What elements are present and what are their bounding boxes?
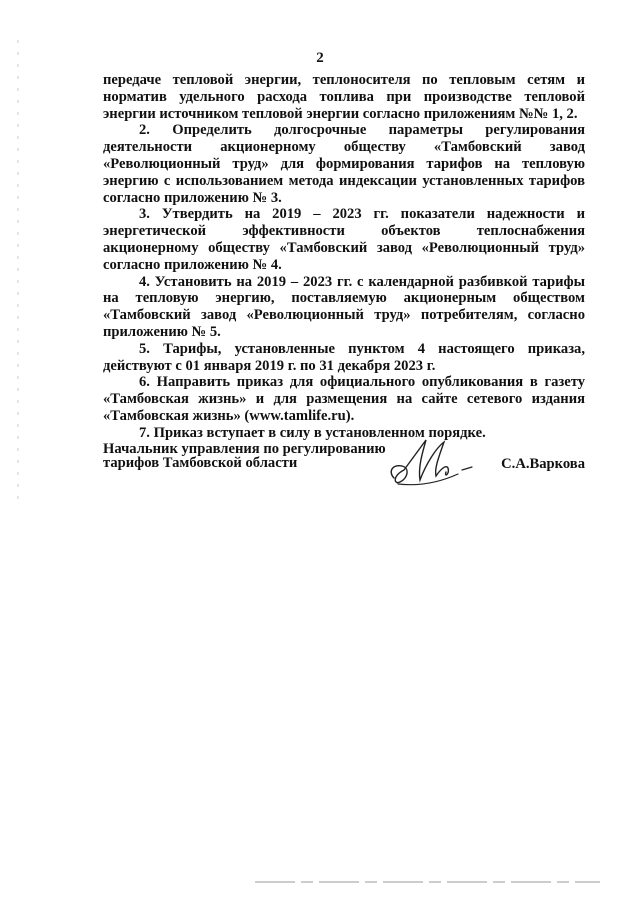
paragraph-1-continuation: передаче тепловой энергии, теплоносителя по тепловым сетям и норматив удельного расхода топлива при производстве тепловой энергии источником тепловой энергии согласно приложениям №№ 1, 2.	[103, 72, 585, 122]
document-body	[103, 72, 585, 442]
page-number: 2	[316, 50, 324, 66]
scan-bottom-rule	[0, 872, 640, 892]
signature-block	[103, 442, 585, 502]
paragraph-2: 2. Определить долгосрочные параметры регулирования деятельности акционерному обществу «Тамбовский завод «Революционный труд» для формирования тарифов на тепловую энергию с использованием метода индексации установленных тарифов согласно приложению № 3.	[103, 122, 585, 206]
paragraph-6: 6. Направить приказ для официального опубликования в газету «Тамбовская жизнь» и для размещения на сайте сетевого издания «Тамбовская жизнь» (www.tamlife.ru).	[103, 374, 585, 424]
signatory-title-line-2: тарифов Тамбовской области	[103, 455, 298, 471]
signatory-name: С.А.Варкова	[501, 456, 585, 472]
scan-margin-mark	[17, 40, 19, 500]
paragraph-7: 7. Приказ вступает в силу в установленном порядке.	[139, 424, 486, 441]
signatory-title-line-1: Начальник управления по регулированию	[103, 441, 386, 457]
paragraph-5: 5. Тарифы, установленные пунктом 4 настоящего приказа, действуют с 01 января 2019 г. по 31 декабря 2023 г.	[103, 340, 585, 374]
handwritten-signature	[386, 434, 481, 494]
paragraph-4: 4. Установить на 2019 – 2023 гг. с календарной разбивкой тарифы на тепловую энергию, поставляемую акционерным обществом «Тамбовский завод «Революционный труд» потребителям, согласно приложению № 5.	[103, 273, 585, 340]
paragraph-3: 3. Утвердить на 2019 – 2023 гг. показатели надежности и энергетической эффективности объектов теплоснабжения акционерному обществу «Тамбовский завод «Революционный труд» согласно приложению № 4.	[103, 206, 585, 273]
signatory-title	[103, 442, 386, 470]
